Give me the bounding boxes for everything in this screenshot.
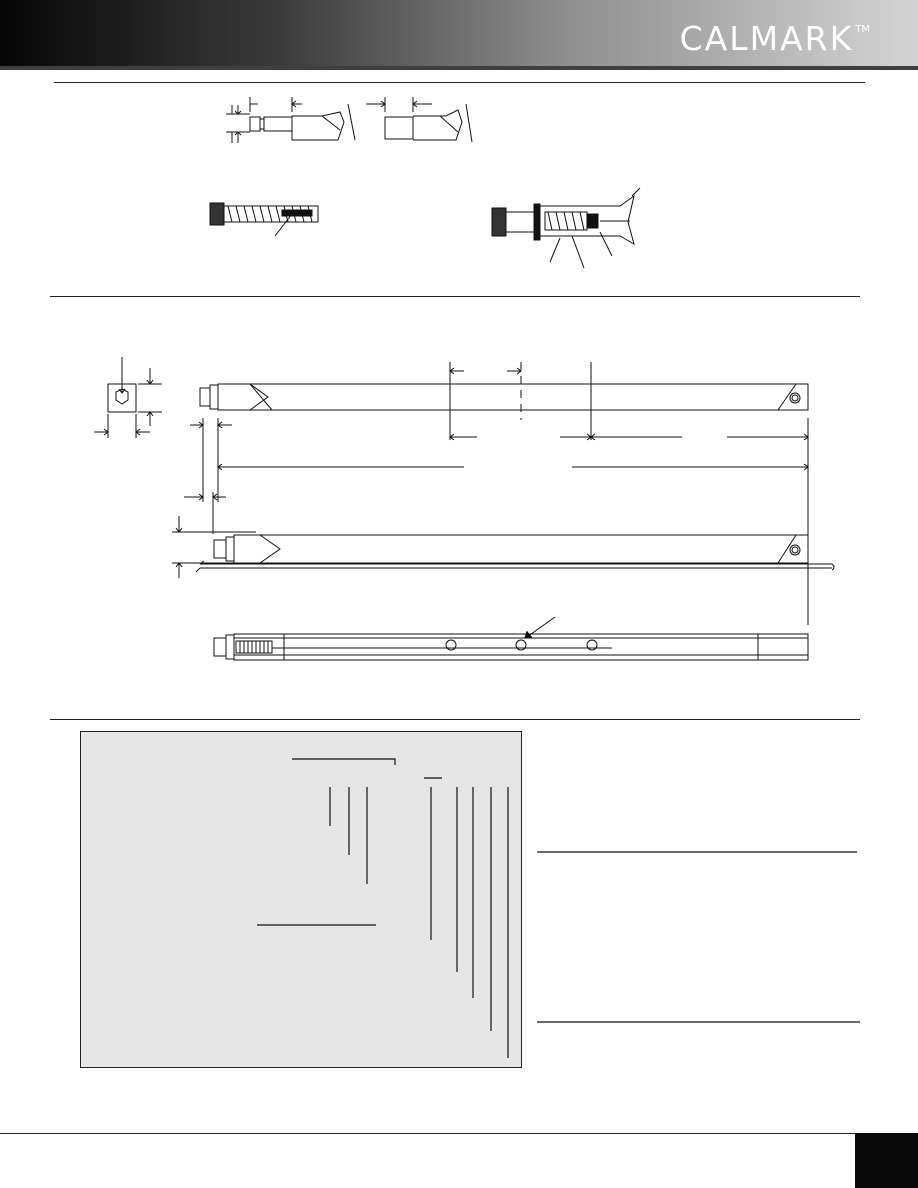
footer-rule xyxy=(0,1133,918,1134)
trademark-mark: TM xyxy=(855,24,870,35)
page-number-tab xyxy=(855,1133,918,1188)
brand-name: CALMARK xyxy=(679,19,854,58)
